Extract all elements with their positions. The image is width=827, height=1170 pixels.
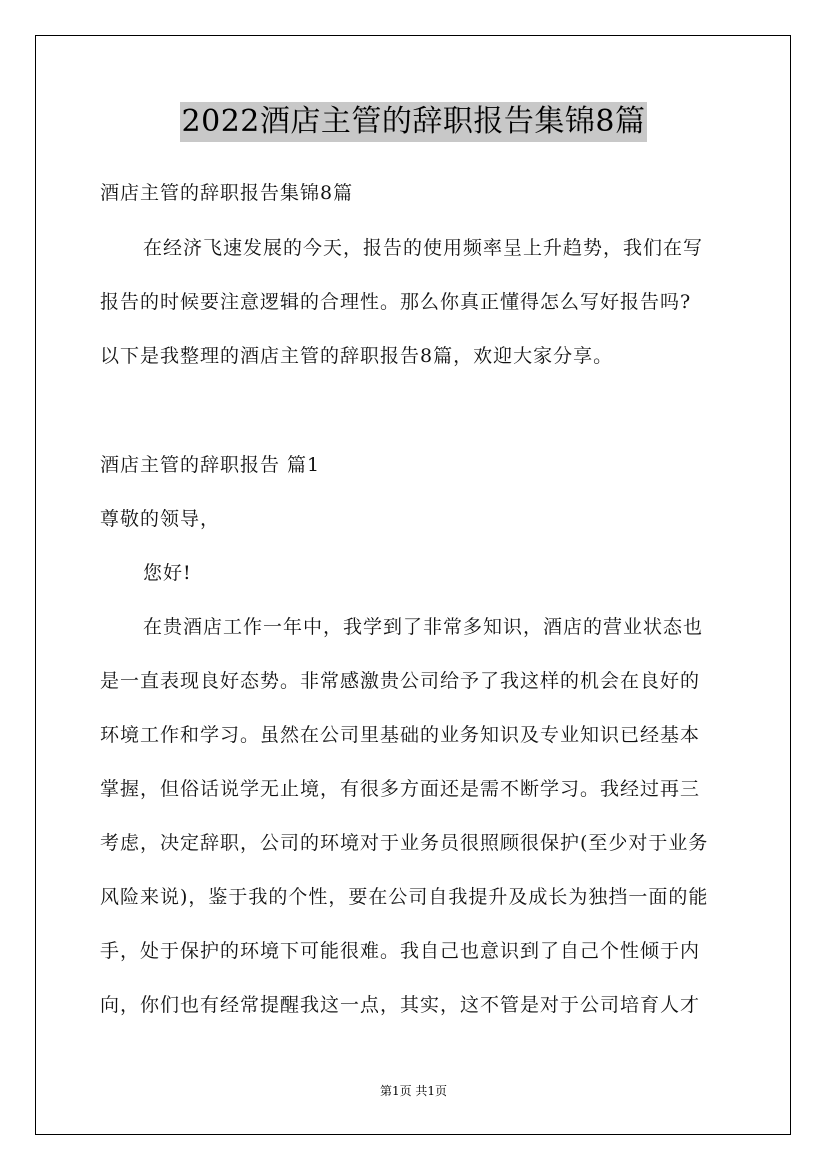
body-line-7: 手，处于保护的环境下可能很难。我自己也意识到了自己个性倾于内 [100,940,701,962]
body-line-4: 掌握，但俗话说学无止境，有很多方面还是需不断学习。我经过再三 [100,778,701,800]
body-line-2: 是一直表现良好态势。非常感激贵公司给予了我这样的机会在良好的 [100,670,701,692]
body-line-5: 考虑，决定辞职，公司的环境对于业务员很照顾很保护(至少对于业务 [100,832,709,854]
body-line-3: 环境工作和学习。虽然在公司里基础的业务知识及专业知识已经基本 [100,724,701,746]
body-line-6: 风险来说)，鉴于我的个性，要在公司自我提升及成长为独挡一面的能 [100,886,709,908]
document-title: 2022酒店主管的辞职报告集锦8篇 [180,102,648,142]
document-subtitle: 酒店主管的辞职报告集锦8篇 [100,182,354,204]
section-heading: 酒店主管的辞职报告 篇1 [100,454,321,476]
intro-line-1: 在经济飞速发展的今天，报告的使用频率呈上升趋势，我们在写 [143,237,704,259]
body-line-8: 向，你们也有经常提醒我这一点，其实，这不管是对于公司培育人才 [100,994,701,1016]
title-container [0,102,827,142]
intro-line-3: 以下是我整理的酒店主管的辞职报告8篇，欢迎大家分享。 [100,345,614,367]
greeting: 您好! [143,562,192,584]
body-line-1: 在贵酒店工作一年中，我学到了非常多知识，酒店的营业状态也 [143,616,704,638]
page-footer: 第1页 共1页 [379,1084,448,1098]
intro-line-2: 报告的时候要注意逻辑的合理性。那么你真正懂得怎么写好报告吗? [100,291,692,313]
salutation: 尊敬的领导， [100,508,221,530]
